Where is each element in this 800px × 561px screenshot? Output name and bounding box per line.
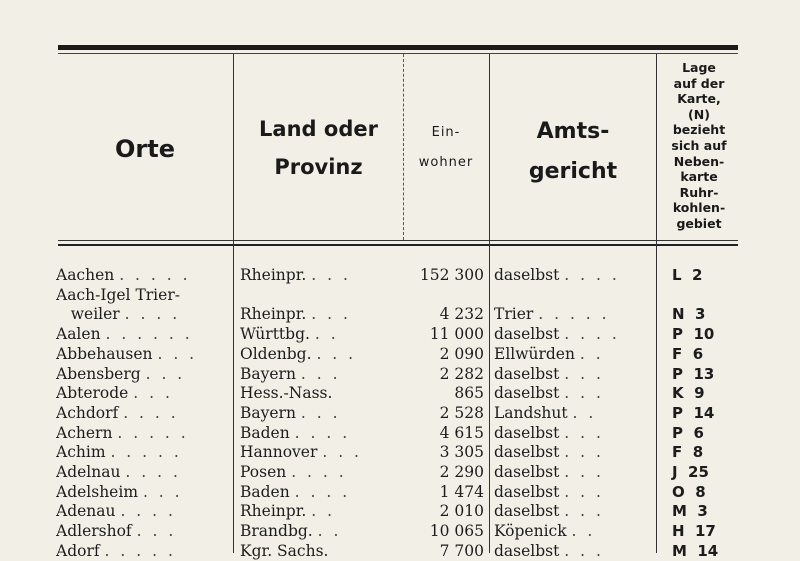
cell-ort [56,383,232,403]
cell-einwohner-text: 2 282 [439,364,484,383]
cell-ort [56,541,232,561]
cell-land-leader-dots: . . [311,502,336,521]
cell-ort-leader-dots: . . . [133,384,173,403]
cell-amtsgericht [494,344,654,364]
cell-land-leader-dots: . . . [311,266,351,284]
cell-land-leader-dots: . . . . [294,482,351,501]
cell-ort-text: Adlershof [56,522,132,541]
cell-einwohner-text: 2 528 [439,403,484,422]
cell-land [240,383,400,403]
cell-land [240,442,400,462]
cell-ort [56,403,232,423]
header-lage-line: Ruhr- [679,184,719,200]
cell-amtsgericht-text: daselbst [494,423,560,442]
cell-land [240,324,400,344]
header-einwohner [405,118,487,178]
cell-land-leader-dots: . . . [322,443,362,462]
column-divider-einwohner-amtsgericht [489,54,490,553]
cell-amtsgericht-text: daselbst [494,502,560,521]
cell-land-leader-dots: . . [314,325,339,344]
cell-ort-leader-dots: . . . [142,482,183,501]
cell-amtsgericht-text: daselbst [494,384,560,403]
cell-einwohner [404,383,484,403]
cell-lage-text: O 8 [672,482,706,501]
header-lage-line: sich auf [671,137,727,153]
cell-ort-text: Abbehausen [56,344,153,363]
cell-amtsgericht [494,324,654,344]
cell-einwohner [404,442,484,462]
cell-lage-text: H 17 [672,522,716,541]
cell-land [240,423,400,443]
cell-ort-text: weiler [56,305,120,324]
cell-land [240,541,400,561]
cell-amtsgericht-text: daselbst [494,266,560,284]
cell-amtsgericht-text: Trier [494,305,534,324]
cell-ort-leader-dots: . . . . [124,305,181,324]
cell-lage-text: P 6 [672,423,704,442]
header-lage-line: auf der [673,75,725,91]
cell-ort-leader-dots: . . . . . [117,423,189,442]
cell-lage [672,423,752,443]
cell-amtsgericht [494,423,654,443]
cell-ort-leader-dots: . . . . . [110,443,182,462]
cell-land [240,265,400,285]
cell-ort-text: Abterode [56,384,129,403]
cell-ort-text: Adorf [56,541,100,560]
cell-einwohner-text: 865 [454,384,484,403]
header-orte: Orte [115,135,175,163]
cell-ort-text: Adenau [56,502,116,521]
cell-einwohner-text: 2 290 [439,463,484,481]
cell-ort-text: Adelsheim [56,482,139,501]
cell-amtsgericht-text: daselbst [494,463,560,481]
header-divider-thick [58,244,738,246]
cell-einwohner [404,501,484,521]
header-einw-line2: wohner [418,155,474,170]
cell-lage [672,304,752,324]
cell-ort-leader-dots: . . . [157,344,198,363]
cell-ort-text: Achdorf [56,403,119,422]
header-lage-line: (N) [688,106,710,122]
cell-einwohner [404,364,484,384]
cell-lage [672,501,752,521]
header-lage-auf-der-karte [658,60,740,232]
cell-amtsgericht [494,383,654,403]
cell-amtsgericht-leader-dots: . . . [564,502,604,521]
cell-land-text: Baden [240,482,290,501]
cell-amtsgericht-leader-dots: . . . . [564,325,620,344]
cell-land [240,462,400,482]
cell-land [240,364,400,384]
cell-ort [56,344,232,364]
cell-lage [672,403,752,423]
cell-land-text: Rheinpr. [240,305,307,324]
cell-ort [56,482,232,502]
cell-land-text: Baden [240,423,290,442]
cell-einwohner [404,265,484,285]
cell-ort-text: Achern [56,423,113,442]
cell-ort-text: Aach-Igel Trier- [56,285,180,304]
cell-amtsgericht [494,304,654,324]
cell-lage [672,344,752,364]
cell-amtsgericht-leader-dots: . . . [564,482,604,501]
cell-amtsgericht [494,521,654,541]
cell-einwohner [404,344,484,364]
cell-land-leader-dots: . . . [316,344,357,363]
cell-land [240,304,400,324]
cell-lage-text: F 8 [672,443,704,462]
cell-amtsgericht-leader-dots: . . [579,344,604,363]
cell-ort [56,364,232,384]
cell-lage [672,364,752,384]
header-lage-line: karte [680,169,718,185]
cell-ort [56,423,232,443]
cell-amtsgericht [494,442,654,462]
cell-einwohner-text: 2 010 [439,502,484,521]
cell-einwohner [404,541,484,561]
cell-amtsgericht [494,364,654,384]
top-thin-rule [58,53,738,54]
cell-ort-text: Aalen [56,325,101,344]
cell-lage-text: N 3 [672,305,706,324]
cell-einwohner-text: 1 474 [439,482,484,501]
header-einw-line1: Ein- [431,125,461,140]
cell-einwohner [404,304,484,324]
cell-ort [56,462,232,482]
cell-einwohner-text: 152 300 [419,266,484,284]
cell-land-text: Rheinpr. [240,266,307,284]
cell-amtsgericht-leader-dots: . . . [564,364,604,383]
cell-land [240,482,400,502]
column-divider-orte-land [233,54,234,553]
header-lage-line: bezieht [672,122,726,138]
cell-ort-leader-dots: . . . . . [119,266,191,284]
cell-amtsgericht-leader-dots: . . [572,403,597,422]
cell-amtsgericht-leader-dots: . . [571,522,596,541]
cell-land-text: Württbg. [240,325,310,344]
cell-lage-text: L 2 [672,266,703,284]
cell-ort-leader-dots: . . . . [125,463,181,481]
cell-ort-leader-dots: . . . [136,522,177,541]
header-amtsgericht [492,112,654,192]
cell-lage-text: P 10 [672,325,715,344]
cell-ort-leader-dots: . . . [145,364,186,383]
cell-amtsgericht-leader-dots: . . . . [564,266,620,284]
header-amts-line2: gericht [528,159,618,184]
cell-lage [672,265,752,285]
cell-land [240,403,400,423]
cell-lage-text: J 25 [672,463,709,481]
cell-ort [56,501,232,521]
cell-land-text: Rheinpr. [240,502,307,521]
cell-land-text: Hess.-Nass. [240,384,333,403]
cell-ort-text: Achim [56,443,106,462]
cell-lage [672,521,752,541]
cell-land-text: Kgr. Sachs. [240,541,329,560]
cell-ort-leader-dots: . . . . . [104,541,176,560]
header-lage-line: Karte, [677,91,721,107]
cell-einwohner-text: 7 700 [439,541,484,560]
cell-amtsgericht-text: daselbst [494,443,560,462]
cell-einwohner-text: 4 232 [439,305,484,324]
cell-amtsgericht-text: daselbst [494,325,560,344]
cell-lage [672,324,752,344]
cell-amtsgericht [494,482,654,502]
header-land-line1: Land oder [259,117,378,141]
cell-lage-text: F 6 [672,344,704,363]
cell-ort [56,442,232,462]
cell-ort [56,324,232,344]
cell-amtsgericht-leader-dots: . . . [564,463,604,481]
header-lage-line: Lage [682,60,716,75]
cell-lage-text: M 3 [672,502,708,521]
column-divider-amtsgericht-lage [656,54,657,553]
cell-einwohner-text: 11 000 [429,325,484,344]
cell-amtsgericht [494,265,654,285]
cell-land-leader-dots: . . [317,522,342,541]
header-lage-line: Neben- [673,153,725,169]
cell-land-text: Hannover [240,443,318,462]
cell-ort-leader-dots: . . . . . . [105,325,193,344]
cell-amtsgericht-text: Ellwürden [494,344,575,363]
cell-amtsgericht-text: Köpenick [494,522,567,541]
cell-einwohner [404,423,484,443]
cell-land-leader-dots: . . . . [291,463,347,481]
header-lage-line: gebiet [676,215,722,231]
cell-amtsgericht [494,403,654,423]
cell-ort-text: Abensberg [56,364,141,383]
cell-einwohner [404,462,484,482]
cell-amtsgericht [494,462,654,482]
cell-einwohner [404,324,484,344]
cell-ort [56,304,232,324]
cell-ort-leader-dots: . . . . [120,502,176,521]
cell-amtsgericht-leader-dots: . . . [564,423,604,442]
cell-lage [672,541,752,561]
cell-land-leader-dots: . . . [300,364,341,383]
cell-einwohner-text: 2 090 [439,344,484,363]
cell-einwohner-text: 10 065 [429,522,484,541]
cell-lage-text: M 14 [672,541,719,560]
cell-land-text: Bayern [240,364,296,383]
header-divider-thin [58,240,738,241]
cell-amtsgericht [494,541,654,561]
cell-amtsgericht-leader-dots: . . . [564,443,604,462]
top-heavy-rule [58,45,738,50]
cell-land-leader-dots: . . . [300,403,341,422]
cell-lage-text: P 13 [672,364,715,383]
cell-land-leader-dots: . . . . [294,423,351,442]
cell-einwohner-text: 3 305 [439,443,484,462]
cell-ort [56,265,232,285]
header-lage-line: kohlen- [672,200,726,216]
cell-lage-text: P 14 [672,403,715,422]
cell-ort-text: Aachen [56,266,115,284]
cell-ort-text: Adelnau [56,463,121,481]
cell-amtsgericht [494,501,654,521]
cell-lage-text: K 9 [672,384,705,403]
header-land-line2: Provinz [274,155,363,179]
cell-amtsgericht-text: daselbst [494,541,560,560]
cell-einwohner [404,521,484,541]
cell-land-text: Posen [240,463,287,481]
cell-land-text: Brandbg. [240,522,313,541]
cell-land [240,521,400,541]
cell-ort [56,285,232,305]
cell-ort-leader-dots: . . . . [123,403,179,422]
cell-ort [56,521,232,541]
cell-land [240,344,400,364]
cell-einwohner [404,403,484,423]
header-amts-line1: Amts- [536,119,610,144]
cell-einwohner [404,482,484,502]
cell-land-text: Oldenbg. [240,344,312,363]
cell-land [240,501,400,521]
cell-einwohner-text: 4 615 [439,423,484,442]
header-land-oder-provinz [236,110,401,186]
cell-lage [672,462,752,482]
cell-amtsgericht-leader-dots: . . . . . [538,305,610,324]
cell-amtsgericht-text: daselbst [494,364,560,383]
cell-land-text: Bayern [240,403,296,422]
cell-lage [672,482,752,502]
cell-amtsgericht-text: Landshut [494,403,568,422]
cell-amtsgericht-text: daselbst [494,482,560,501]
cell-amtsgericht-leader-dots: . . . [564,384,604,403]
cell-lage [672,442,752,462]
cell-amtsgericht-leader-dots: . . . [564,541,604,560]
cell-land-leader-dots: . . . [311,305,351,324]
cell-lage [672,383,752,403]
